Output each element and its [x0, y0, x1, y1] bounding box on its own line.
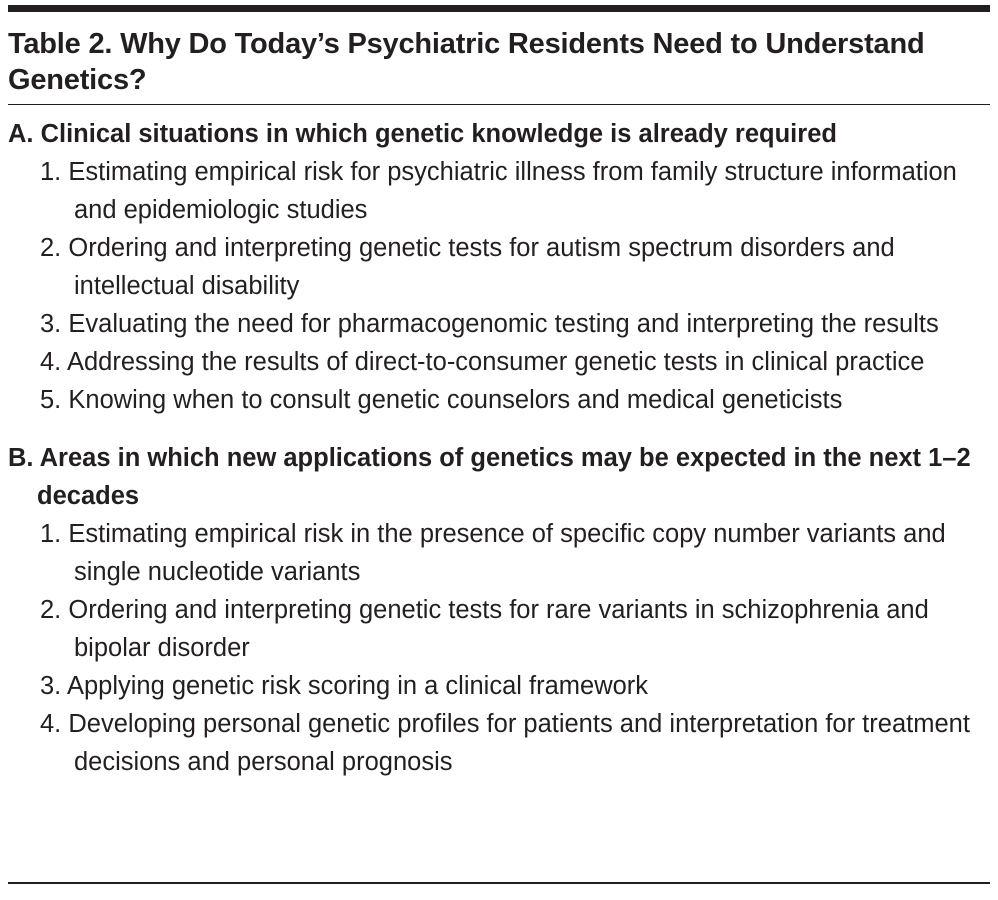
item-number: 4.	[40, 710, 62, 738]
item-text: Developing personal genetic profiles for patients and interpretation for treatment decisions and personal prognosis	[68, 710, 970, 776]
item-text: Evaluating the need for pharmacogenomic testing and interpreting the results	[68, 310, 939, 338]
table-title: Table 2. Why Do Today’s Psychiatric Residents Need to Understand Genetics?	[8, 28, 925, 96]
list-item	[10, 515, 990, 591]
header-rule	[8, 104, 990, 105]
item-number: 3.	[40, 310, 62, 338]
list-item	[10, 667, 990, 705]
genetics-table	[8, 5, 990, 781]
item-number: 1.	[40, 520, 62, 548]
item-text: Estimating empirical risk in the presence of specific copy number variants and single nucleotide variants	[68, 520, 946, 586]
list-item	[10, 229, 990, 305]
item-number: 2.	[40, 234, 62, 262]
top-rule	[8, 5, 990, 12]
item-text: Knowing when to consult genetic counselors and medical geneticists	[68, 386, 843, 414]
list-item	[10, 381, 990, 419]
section-heading: A. Clinical situations in which genetic knowledge is already required	[8, 120, 837, 148]
list-item	[10, 153, 990, 229]
section-a	[8, 115, 990, 419]
item-number: 1.	[40, 158, 62, 186]
item-number: 4.	[40, 348, 62, 376]
item-text: Applying genetic risk scoring in a clinical framework	[66, 672, 649, 700]
item-text: Addressing the results of direct-to-consumer genetic tests in clinical practice	[66, 348, 925, 376]
bottom-rule	[8, 882, 990, 884]
list-item	[10, 705, 990, 781]
item-text: Estimating empirical risk for psychiatric illness from family structure information and epidemiologic studies	[68, 158, 957, 224]
section-b	[8, 439, 990, 781]
item-text: Ordering and interpreting genetic tests for autism spectrum disorders and intellectual disability	[68, 234, 895, 300]
item-number: 3.	[40, 672, 62, 700]
list-item	[10, 305, 990, 343]
item-number: 2.	[40, 596, 62, 624]
item-number: 5.	[40, 386, 62, 414]
list-item	[10, 343, 990, 381]
section-heading: B. Areas in which new applications of genetics may be expected in the next 1–2 decades	[8, 444, 971, 510]
item-text: Ordering and interpreting genetic tests for rare variants in schizophrenia and bipolar disorder	[68, 596, 929, 662]
list-item	[10, 591, 990, 667]
